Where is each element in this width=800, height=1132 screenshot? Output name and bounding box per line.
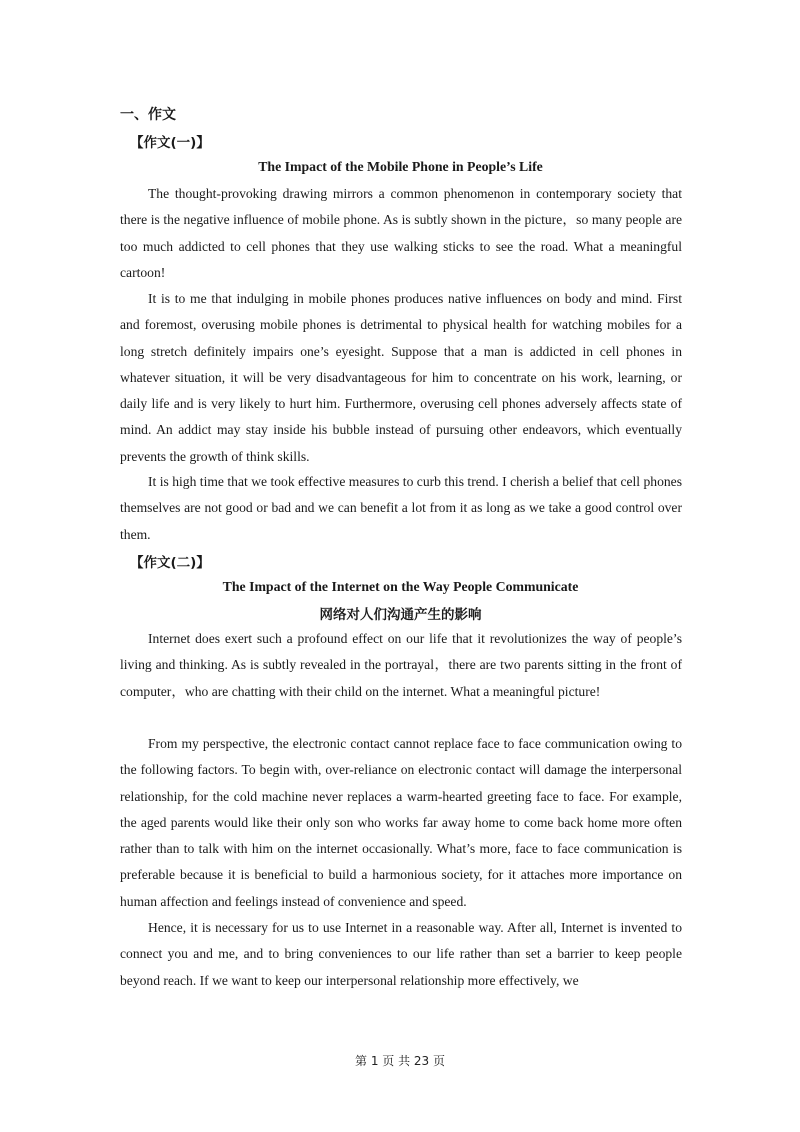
page-footer: 第 1 页 共 23 页 (355, 1054, 445, 1068)
essay-2-paragraph-2: From my perspective, the electronic contact cannot replace face to face communication owing to the following factors. To begin with, over-reliance on electronic contact will damage the interpersonal relationship, for the cold machine never replaces a warm-hearted greeting face to face. For example, the aged parents would like their only son who works far away home to come back home more often rather than to talk with him on the internet occasionally. What’s more, face to face communication is preferable because it is beneficial to build a harmonious society, for it attaches more importance on human affection and feelings instead of convenience and speed. (120, 736, 682, 909)
section-heading: 一、作文 (120, 107, 176, 123)
essay-1-label: 【作文(一)】 (130, 135, 210, 151)
essay-2-paragraph-3: Hence, it is necessary for us to use Internet in a reasonable way. After all, Internet is invented to connect you and me, and to bring conveniences to our life rather than set a barrier to keep people beyond reach. If we want to keep our interpersonal relationship more effectively, we (120, 920, 682, 988)
essay-2-paragraph-1: Internet does exert such a profound effect on our life that it revolutionizes the way of people’s living and thinking. As is subtly revealed in the portrayal，there are two parents sitting in the front of computer，who are chatting with their child on the internet. What a meaningful picture! (120, 631, 682, 699)
essay-1-paragraph-1: The thought-provoking drawing mirrors a common phenomenon in contemporary society that there is the negative influence of mobile phone. As is subtly shown in the picture，so many people are too much addicted to cell phones that they use walking sticks to see the road. What a meaningful cartoon! (120, 186, 682, 280)
essay-2-chinese-title: 网络对人们沟通产生的影响 (319, 607, 482, 623)
essay-1-paragraph-3: It is high time that we took effective measures to curb this trend. I cherish a belief that cell phones themselves are not good or bad and we can benefit a lot from it as long as we take a good control over them. (120, 474, 682, 542)
essay-2-title: The Impact of the Internet on the Way People Communicate (222, 579, 579, 594)
essay-1-title: The Impact of the Mobile Phone in People’s Life (258, 159, 543, 174)
essay-1-paragraph-2: It is to me that indulging in mobile phones produces native influences on body and mind. First and foremost, overusing mobile phones is detrimental to physical health for watching mobiles for a long stretch definitely impairs one’s eyesight. Suppose that a man is addicted in cell phones in whatever situation, it will be very disadvantageous for him to concentrate on his work, learning, or daily life and is very likely to hurt him. Furthermore, overusing cell phones adversely affects state of mind. An addict may stay inside his bubble instead of pursuing other endeavors, which eventually prevents the growth of think skills. (120, 291, 682, 464)
essay-2-label: 【作文(二)】 (130, 555, 210, 571)
